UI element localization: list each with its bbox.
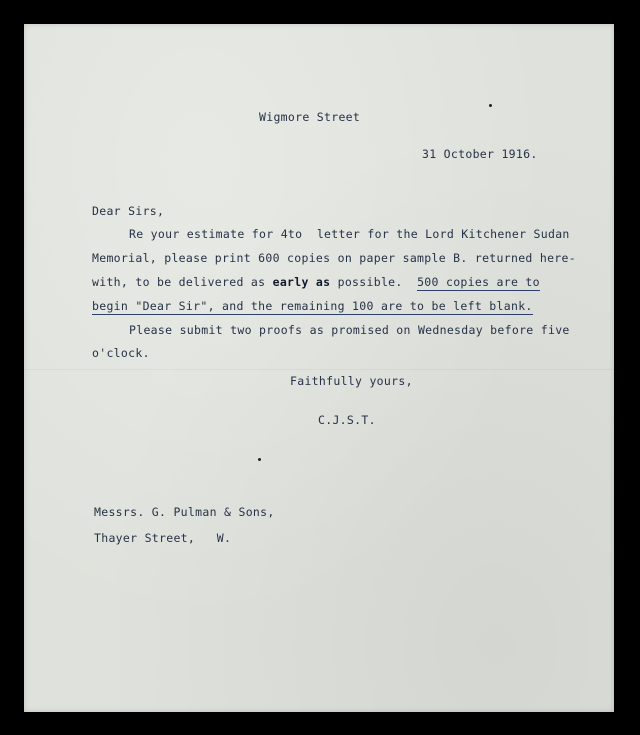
body-line-3-emphasis: early as — [272, 275, 331, 289]
salutation: Dear Sirs, — [92, 204, 165, 218]
body-line-1: Re your estimate for 4to letter for the Lord Kitchener Sudan — [129, 227, 570, 241]
body-line-5: Please submit two proofs as promised on Wednesday before five — [129, 323, 570, 337]
ink-speck — [489, 104, 492, 107]
initials: C.J.S.T. — [318, 413, 376, 427]
body-line-3 — [92, 275, 540, 289]
letter-sheet — [24, 24, 614, 712]
address-line-1: Messrs. G. Pulman & Sons, — [94, 505, 275, 519]
closing: Faithfully yours, — [290, 374, 413, 388]
address-line-2: Thayer Street, W. — [94, 531, 232, 545]
letter-date: 31 October 1916. — [422, 147, 538, 161]
body-line-3-part-2: possible. — [330, 275, 418, 289]
body-line-3-part-1: with, to be delivered as — [92, 275, 273, 289]
body-line-4-underlined: begin "Dear Sir", and the remaining 100 are to be left blank. — [92, 299, 533, 313]
paper-fold — [24, 369, 614, 370]
body-line-3-underlined: 500 copies are to — [417, 275, 540, 289]
body-line-6: o'clock. — [92, 346, 150, 360]
body-line-4 — [92, 299, 533, 313]
body-line-2: Memorial, please print 600 copies on paper sample B. returned here- — [92, 251, 576, 265]
ink-speck — [258, 458, 261, 461]
letter-heading: Wigmore Street — [259, 110, 361, 124]
